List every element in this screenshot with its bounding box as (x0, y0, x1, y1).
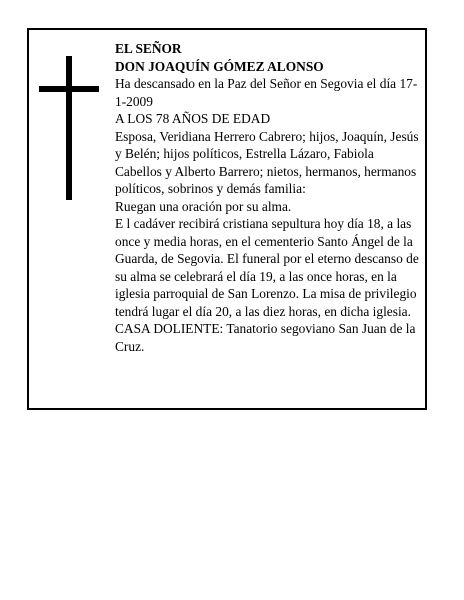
deceased-name: DON JOAQUÍN GÓMEZ ALONSO (115, 58, 324, 74)
cross-icon (39, 56, 99, 200)
death-statement: Ha descansado en la Paz del Señor en Segovia el día 17-1-2009 (115, 76, 418, 109)
notice-text (115, 40, 421, 355)
age-line: A LOS 78 AÑOS DE EDAD (115, 111, 271, 126)
mourning-house: CASA DOLIENTE: Tanatorio segoviano San Juan de la Cruz. (115, 321, 416, 354)
obituary-notice (27, 28, 427, 410)
deceased-title: EL SEÑOR (115, 41, 182, 56)
family-list: Esposa, Veridiana Herrero Cabrero; hijos, Joaquín, Jesús y Belén; hijos políticos, Estrella Lázaro, Fabiola Cabellos y Alberto Barrero; nietos, hermanos, hermanos políticos, sobrinos y demás familia: (115, 128, 419, 196)
funeral-details: E l cadáver recibirá cristiana sepultura hoy día 18, a las once y media horas, en el cementerio Santo Ángel de la Guarda, de Segovia. El funeral por el eterno descanso de su alma se celebrará el día 19, a las once horas, en la iglesia parroquial de San Lorenzo. La misa de privilegio tendrá lugar el día 20, a las diez horas, en dicha iglesia. (115, 216, 419, 319)
prayer-request: Ruegan una oración por su alma. (115, 198, 292, 214)
